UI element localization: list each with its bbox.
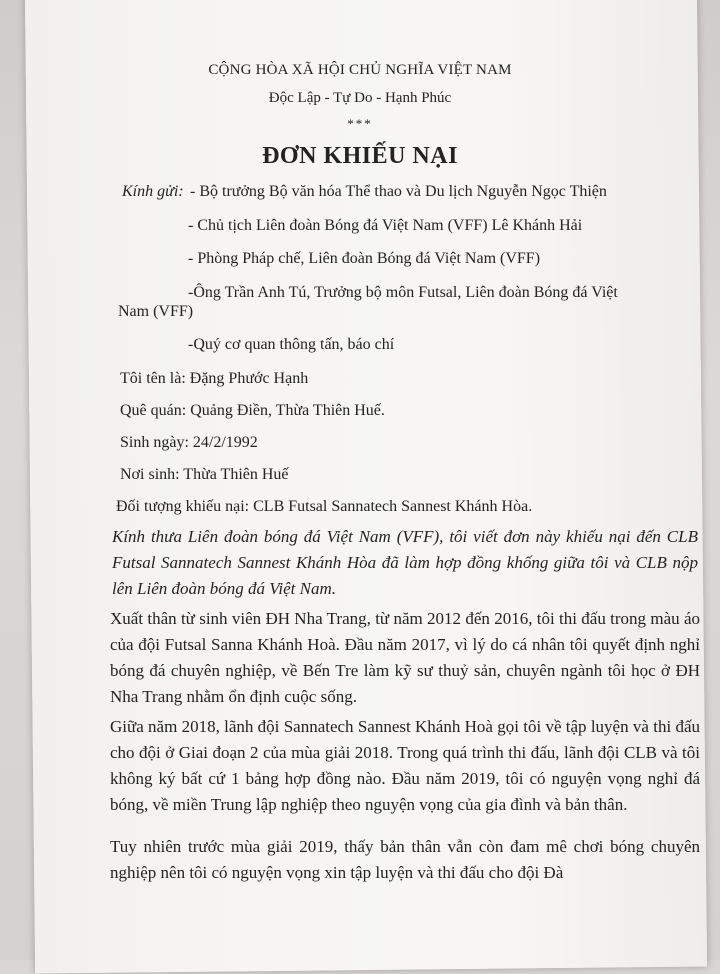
recipient-item: Nam (VFF) [118,303,194,320]
nation-header: CỘNG HÒA XÃ HỘI CHỦ NGHĨA VIỆT NAM [208,62,512,78]
header-separator: *** [347,116,373,131]
personal-hometown: Quê quán: Quảng Điền, Thừa Thiên Huế. [120,402,385,419]
recipient-item: - Bộ trưởng Bộ văn hóa Thể thao và Du lịch Nguyễn Ngọc Thiện [190,183,607,200]
document-title: ĐƠN KHIẾU NẠI [262,143,458,169]
paragraph-2019: Tuy nhiên trước mùa giải 2019, thấy bản thân vẫn còn đam mê chơi bóng chuyên nghiệp nên tôi có nguyện vọng xin tập luyện và thi đấu cho đội Đà [110,837,700,882]
recipient-item: -Quý cơ quan thông tấn, báo chí [188,336,395,353]
recipient-item: - Chủ tịch Liên đoàn Bóng đá Việt Nam (VFF) Lê Khánh Hải [188,217,583,234]
motto-header: Độc Lập - Tự Do - Hạnh Phúc [268,90,452,106]
complaint-subject: Đối tượng khiếu nại: CLB Futsal Sannatech Sannest Khánh Hòa. [116,498,533,515]
personal-name: Tôi tên là: Đặng Phước Hạnh [120,370,309,387]
recipients-intro: Kính gửi: [122,183,184,200]
paragraph-2018: Giữa năm 2018, lãnh đội Sannatech Sannest Khánh Hoà gọi tôi về tập luyện và thi đấu cho đội ở Giai đoạn 2 của mùa giải 2018. Trong quá trình thi đấu, lãnh đội CLB và tôi không ký bất cứ 1 bảng hợp đồng nào. Đầu năm 2019, tôi có nguyện vọng nghỉ đá bóng, về miền Trung lập nghiệp theo nguyện vọng của gia đình và bản thân. [110,717,700,814]
recipient-item: - Phòng Pháp chế, Liên đoàn Bóng đá Việt Nam (VFF) [188,250,541,267]
personal-birthdate: Sinh ngày: 24/2/1992 [120,434,258,451]
paragraph-intro: Kính thưa Liên đoàn bóng đá Việt Nam (VFF), tôi viết đơn này khiếu nại đến CLB Futsal Sannatech Sannest Khánh Hòa đã làm hợp đồng khống giữa tôi và CLB nộp lên Liên đoàn bóng đá Việt Nam. [112,527,698,598]
recipient-item: -Ông Trần Anh Tú, Trưởng bộ môn Futsal, Liên đoàn Bóng đá Việt [188,284,618,301]
paragraph-background: Xuất thân từ sinh viên ĐH Nha Trang, từ năm 2012 đến 2016, tôi thi đấu trong màu áo của đội Futsal Sanna Khánh Hoà. Đầu năm 2017, vì lý do cá nhân tôi quyết định nghỉ bóng đá chuyên nghiệp, về Bến Tre làm kỹ sư thuỷ sản, chuyên ngành tôi học ở ĐH Nha Trang nhằm ổn định cuộc sống. [110,609,700,706]
personal-birthplace: Nơi sinh: Thừa Thiên Huế [120,466,289,483]
